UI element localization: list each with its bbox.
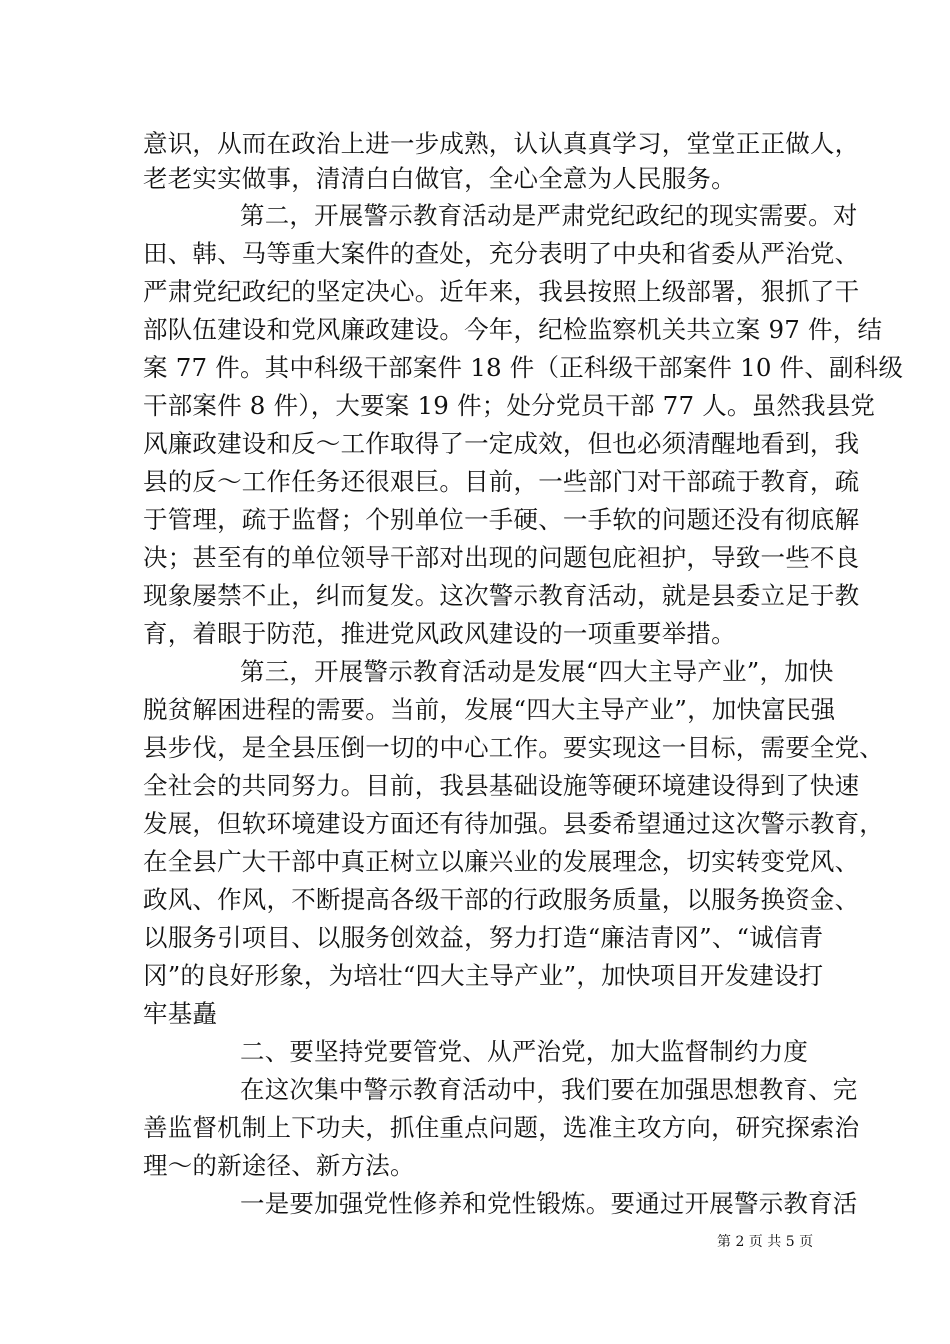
text-line: 部队伍建设和党风廉政建设。今年，纪检监察机关共立案 97 件，结: [143, 315, 883, 344]
text-line: 现象屡禁不止，纠而复发。这次警示教育活动，就是县委立足于教: [143, 581, 860, 610]
text-line: 严肃党纪政纪的坚定决心。近年来，我县按照上级部署，狠抓了干: [143, 277, 860, 306]
text-line: 案 77 件。其中科级干部案件 18 件（正科级干部案件 10 件、副科级: [143, 353, 904, 382]
text-line: 以服务引项目、以服务创效益，努力打造“廉洁青冈”、“诚信青: [143, 923, 824, 952]
text-line: 理～的新途径、新方法。: [143, 1151, 415, 1180]
page-number: 第 2 页 共 5 页: [717, 1234, 814, 1250]
text-line: 田、韩、马等重大案件的查处，充分表明了中央和省委从严治党、: [143, 239, 860, 268]
section-heading: 二、要坚持党要管党、从严治党，加大监督制约力度: [240, 1037, 809, 1066]
text-line: 脱贫解困进程的需要。当前，发展“四大主导产业”，加快富民强: [143, 695, 836, 724]
text-line: 政风、作风，不断提高各级干部的行政服务质量，以服务换资金、: [143, 885, 860, 914]
text-line: 育，着眼于防范，推进党风政风建设的一项重要举措。: [143, 619, 736, 648]
paragraph-start-line: 在这次集中警示教育活动中，我们要在加强思想教育、完: [240, 1075, 858, 1104]
text-line: 在全县广大干部中真正树立以廉兴业的发展理念，切实转变党风、: [143, 847, 860, 876]
text-line: 老老实实做事，清清白白做官，全心全意为人民服务。: [143, 164, 736, 193]
text-line: 牢基矗: [143, 999, 218, 1028]
paragraph-start-line: 第三，开展警示教育活动是发展“四大主导产业”，加快: [240, 657, 834, 686]
text-line: 县步伐，是全县压倒一切的中心工作。要实现这一目标，需要全党、: [143, 733, 884, 762]
text-line: 县的反～工作任务还很艰巨。目前，一些部门对干部疏于教育，疏: [143, 467, 860, 496]
paragraph-start-line: 一是要加强党性修养和党性锻炼。要通过开展警示教育活: [240, 1189, 858, 1218]
text-line: 全社会的共同努力。目前，我县基础设施等硬环境建设得到了快速: [143, 771, 860, 800]
text-line: 干部案件 8 件），大要案 19 件；处分党员干部 77 人。虽然我县党: [143, 391, 876, 420]
paragraph-start-line: 第二，开展警示教育活动是严肃党纪政纪的现实需要。对: [240, 201, 858, 230]
text-line: 善监督机制上下功夫，抓住重点问题，选准主攻方向，研究探索治: [143, 1113, 860, 1142]
text-line: 冈”的良好形象，为培壮“四大主导产业”，加快项目开发建设打: [143, 961, 824, 990]
text-line: 于管理，疏于监督；个别单位一手硬、一手软的问题还没有彻底解: [143, 505, 860, 534]
text-line: 风廉政建设和反～工作取得了一定成效，但也必须清醒地看到，我: [143, 429, 860, 458]
text-line: 决；甚至有的单位领导干部对出现的问题包庇袒护，导致一些不良: [143, 543, 860, 572]
text-line: 发展，但软环境建设方面还有待加强。县委希望通过这次警示教育，: [143, 809, 884, 838]
text-line: 意识，从而在政治上进一步成熟，认认真真学习，堂堂正正做人，: [143, 129, 860, 158]
